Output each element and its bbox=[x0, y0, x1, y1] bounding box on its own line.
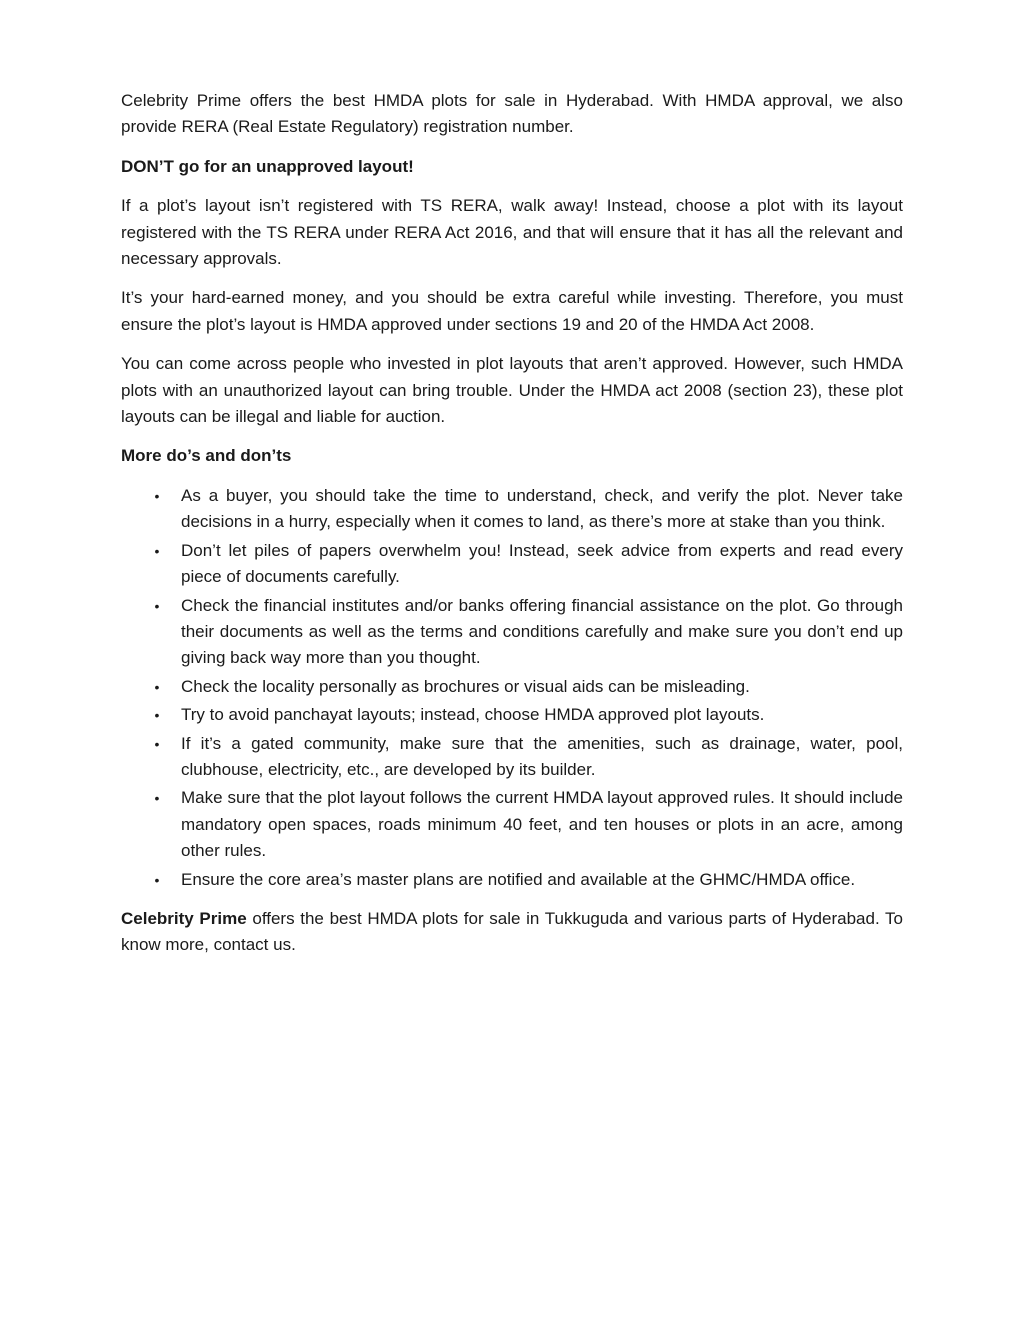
rera-registration-paragraph: If a plot’s layout isn’t registered with TS RERA, walk away! Instead, choose a plot with its layout registered with the TS RERA under RERA Act 2016, and that will ensure that it has all the relevant and necessary approvals. bbox=[121, 196, 903, 269]
list-item-text: Make sure that the plot layout follows the current HMDA layout approved rules. It should include mandatory open spaces, roads minimum 40 feet, and ten houses or plots in an acre, among other rules. bbox=[181, 788, 903, 861]
list-item bbox=[121, 593, 903, 672]
list-item bbox=[121, 674, 903, 700]
bullet-icon: • bbox=[154, 707, 160, 724]
list-item bbox=[121, 785, 903, 864]
intro-paragraph: Celebrity Prime offers the best HMDA plots for sale in Hyderabad. With HMDA approval, we also provide RERA (Real Estate Regulatory) registration number. bbox=[121, 91, 903, 137]
list-item bbox=[121, 731, 903, 784]
dos-and-donts-heading: More do’s and don’ts bbox=[121, 446, 292, 466]
list-item-text: Check the locality personally as brochures or visual aids can be misleading. bbox=[181, 676, 750, 696]
document-page bbox=[121, 88, 903, 972]
hmda-approval-paragraph: It’s your hard-earned money, and you should be extra careful while investing. Therefore, you must ensure the plot’s layout is HMDA approved under sections 19 and 20 of the HMDA Act 2008. bbox=[121, 288, 903, 334]
list-item-text: Ensure the core area’s master plans are notified and available at the GHMC/HMDA office. bbox=[181, 869, 856, 889]
bullet-icon: • bbox=[154, 542, 160, 559]
bullet-icon: • bbox=[154, 597, 160, 614]
bullet-icon: • bbox=[154, 871, 160, 888]
bullet-icon: • bbox=[154, 735, 160, 752]
bullet-icon: • bbox=[154, 678, 160, 695]
bullet-icon: • bbox=[154, 487, 160, 504]
list-item-text: Check the financial institutes and/or banks offering financial assistance on the plot. Go through their documents as well as the terms and conditions carefully and make sure you don’t end up giving back way more than you thought. bbox=[181, 595, 903, 668]
dos-and-donts-list bbox=[121, 483, 903, 893]
closing-text: offers the best HMDA plots for sale in Tukkuguda and various parts of Hyderabad. To know more, contact us. bbox=[121, 908, 903, 955]
list-item-text: As a buyer, you should take the time to understand, check, and verify the plot. Never take decisions in a hurry, especially when it comes to land, as there’s more at stake than you think. bbox=[181, 485, 903, 532]
list-item-text: Try to avoid panchayat layouts; instead, choose HMDA approved plot layouts. bbox=[181, 705, 765, 725]
list-item bbox=[121, 702, 903, 728]
list-item bbox=[121, 483, 903, 536]
unauthorized-layout-paragraph: You can come across people who invested in plot layouts that aren’t approved. However, such HMDA plots with an unauthorized layout can bring trouble. Under the HMDA act 2008 (section 23), these plot layouts can be illegal and liable for auction. bbox=[121, 354, 903, 427]
bullet-icon: • bbox=[154, 790, 160, 807]
list-item-text: If it’s a gated community, make sure that the amenities, such as drainage, water, pool, clubhouse, electricity, etc., are developed by its builder. bbox=[181, 733, 903, 779]
list-item bbox=[121, 867, 903, 893]
unapproved-layout-heading: DON’T go for an unapproved layout! bbox=[121, 156, 414, 176]
brand-name: Celebrity Prime bbox=[121, 908, 247, 928]
closing-paragraph bbox=[121, 906, 903, 959]
list-item bbox=[121, 538, 903, 591]
list-item-text: Don’t let piles of papers overwhelm you! Instead, seek advice from experts and read every piece of documents carefully. bbox=[181, 540, 903, 587]
